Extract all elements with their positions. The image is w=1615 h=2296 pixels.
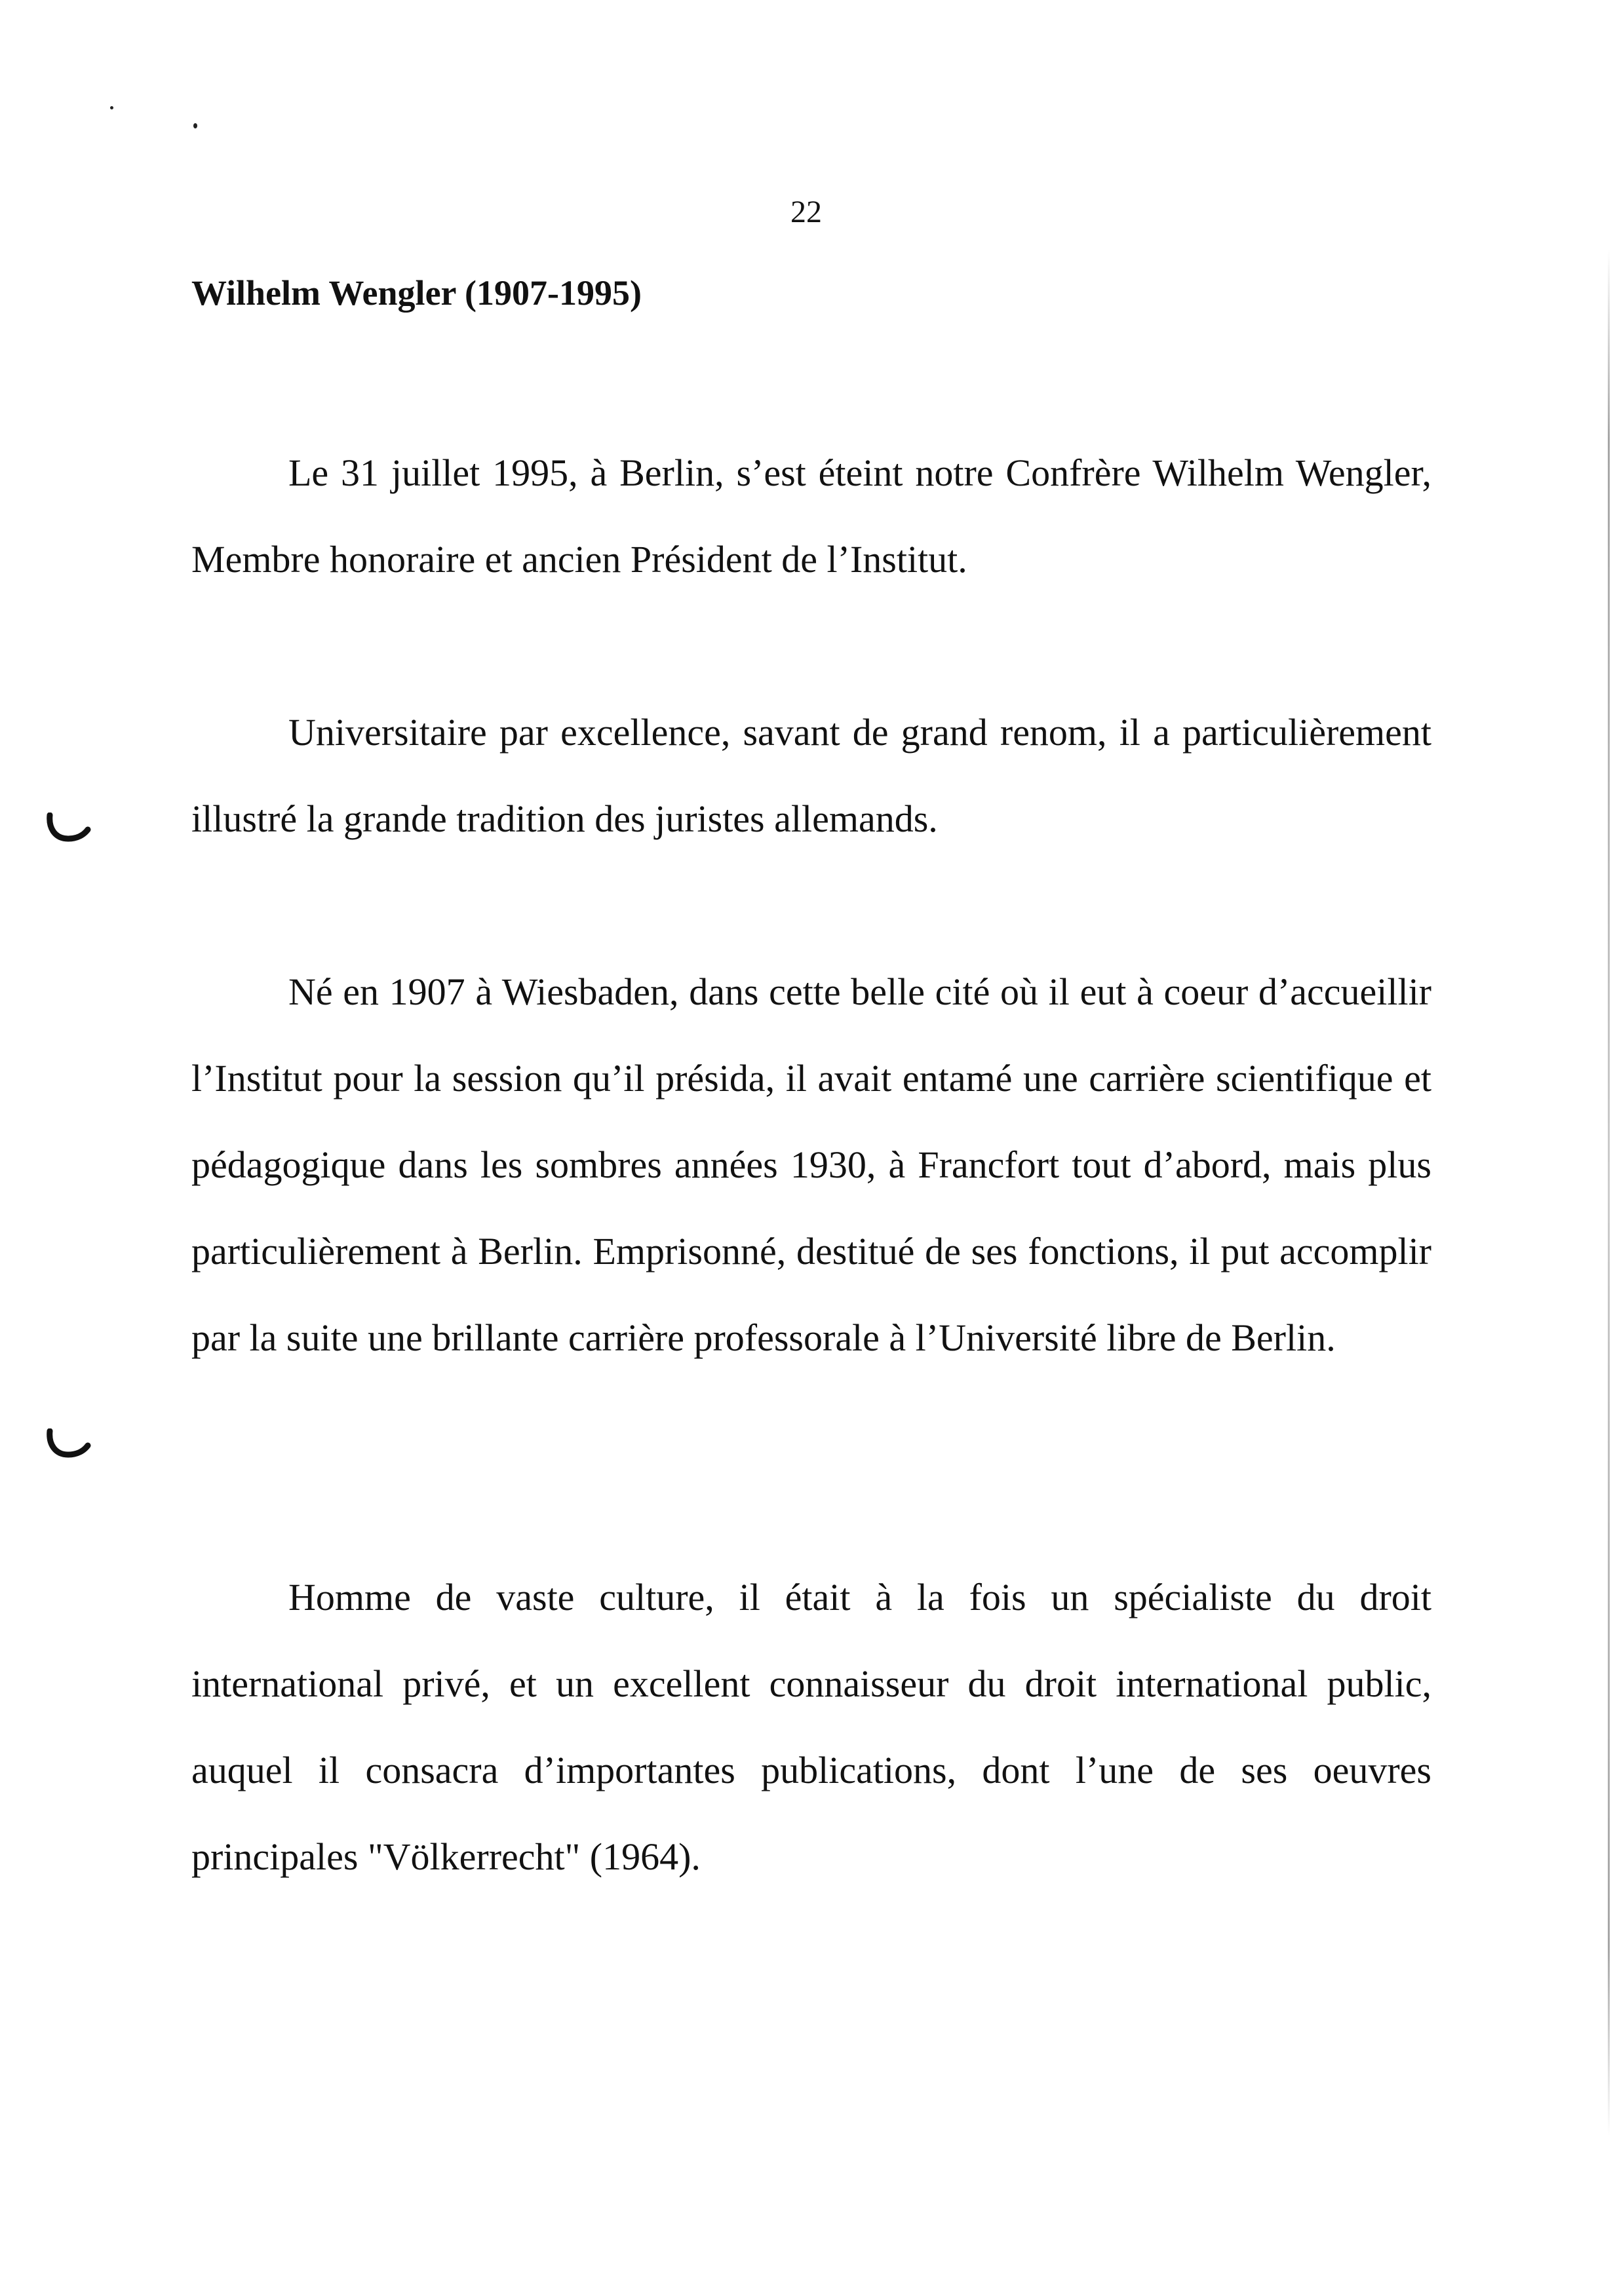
obituary-heading: Wilhelm Wengler (1907-1995) <box>191 273 642 313</box>
paragraph-2: Universitaire par excellence, savant de grand renom, il a particulièrement illustré la grande tradition des juristes allemands. <box>191 711 1431 840</box>
paragraph-3: Né en 1907 à Wiesbaden, dans cette belle cité où il eut à coeur d’accueillir l’Institut pour la session qu’il présida, il avait entamé une carrière scientifique et pédagogique dans les sombres années 1930, à Francfort tout d’abord, mais plus particulièrement à Berlin. Emprisonné, destitué de ses fonctions, il put accomplir par la suite une brillante carrière professorale à l’Université libre de Berlin. <box>191 970 1431 1359</box>
scan-speck <box>193 123 197 128</box>
scan-edge-line <box>1608 249 1610 2136</box>
page-number: 22 <box>790 195 822 229</box>
margin-tick-mark <box>46 813 92 843</box>
scan-speck <box>110 106 113 109</box>
margin-tick-mark <box>46 1428 92 1459</box>
paragraph-1: Le 31 juillet 1995, à Berlin, s’est éteint notre Confrère Wilhelm Wengler, Membre honoraire et ancien Président de l’Institut. <box>191 451 1431 581</box>
paragraph-4: Homme de vaste culture, il était à la fois un spécialiste du droit international privé, et un excellent connaisseur du droit international public, auquel il consacra d’importantes publications, dont l’une de ses oeuvres principales "Völkerrecht" (1964). <box>191 1576 1431 1878</box>
